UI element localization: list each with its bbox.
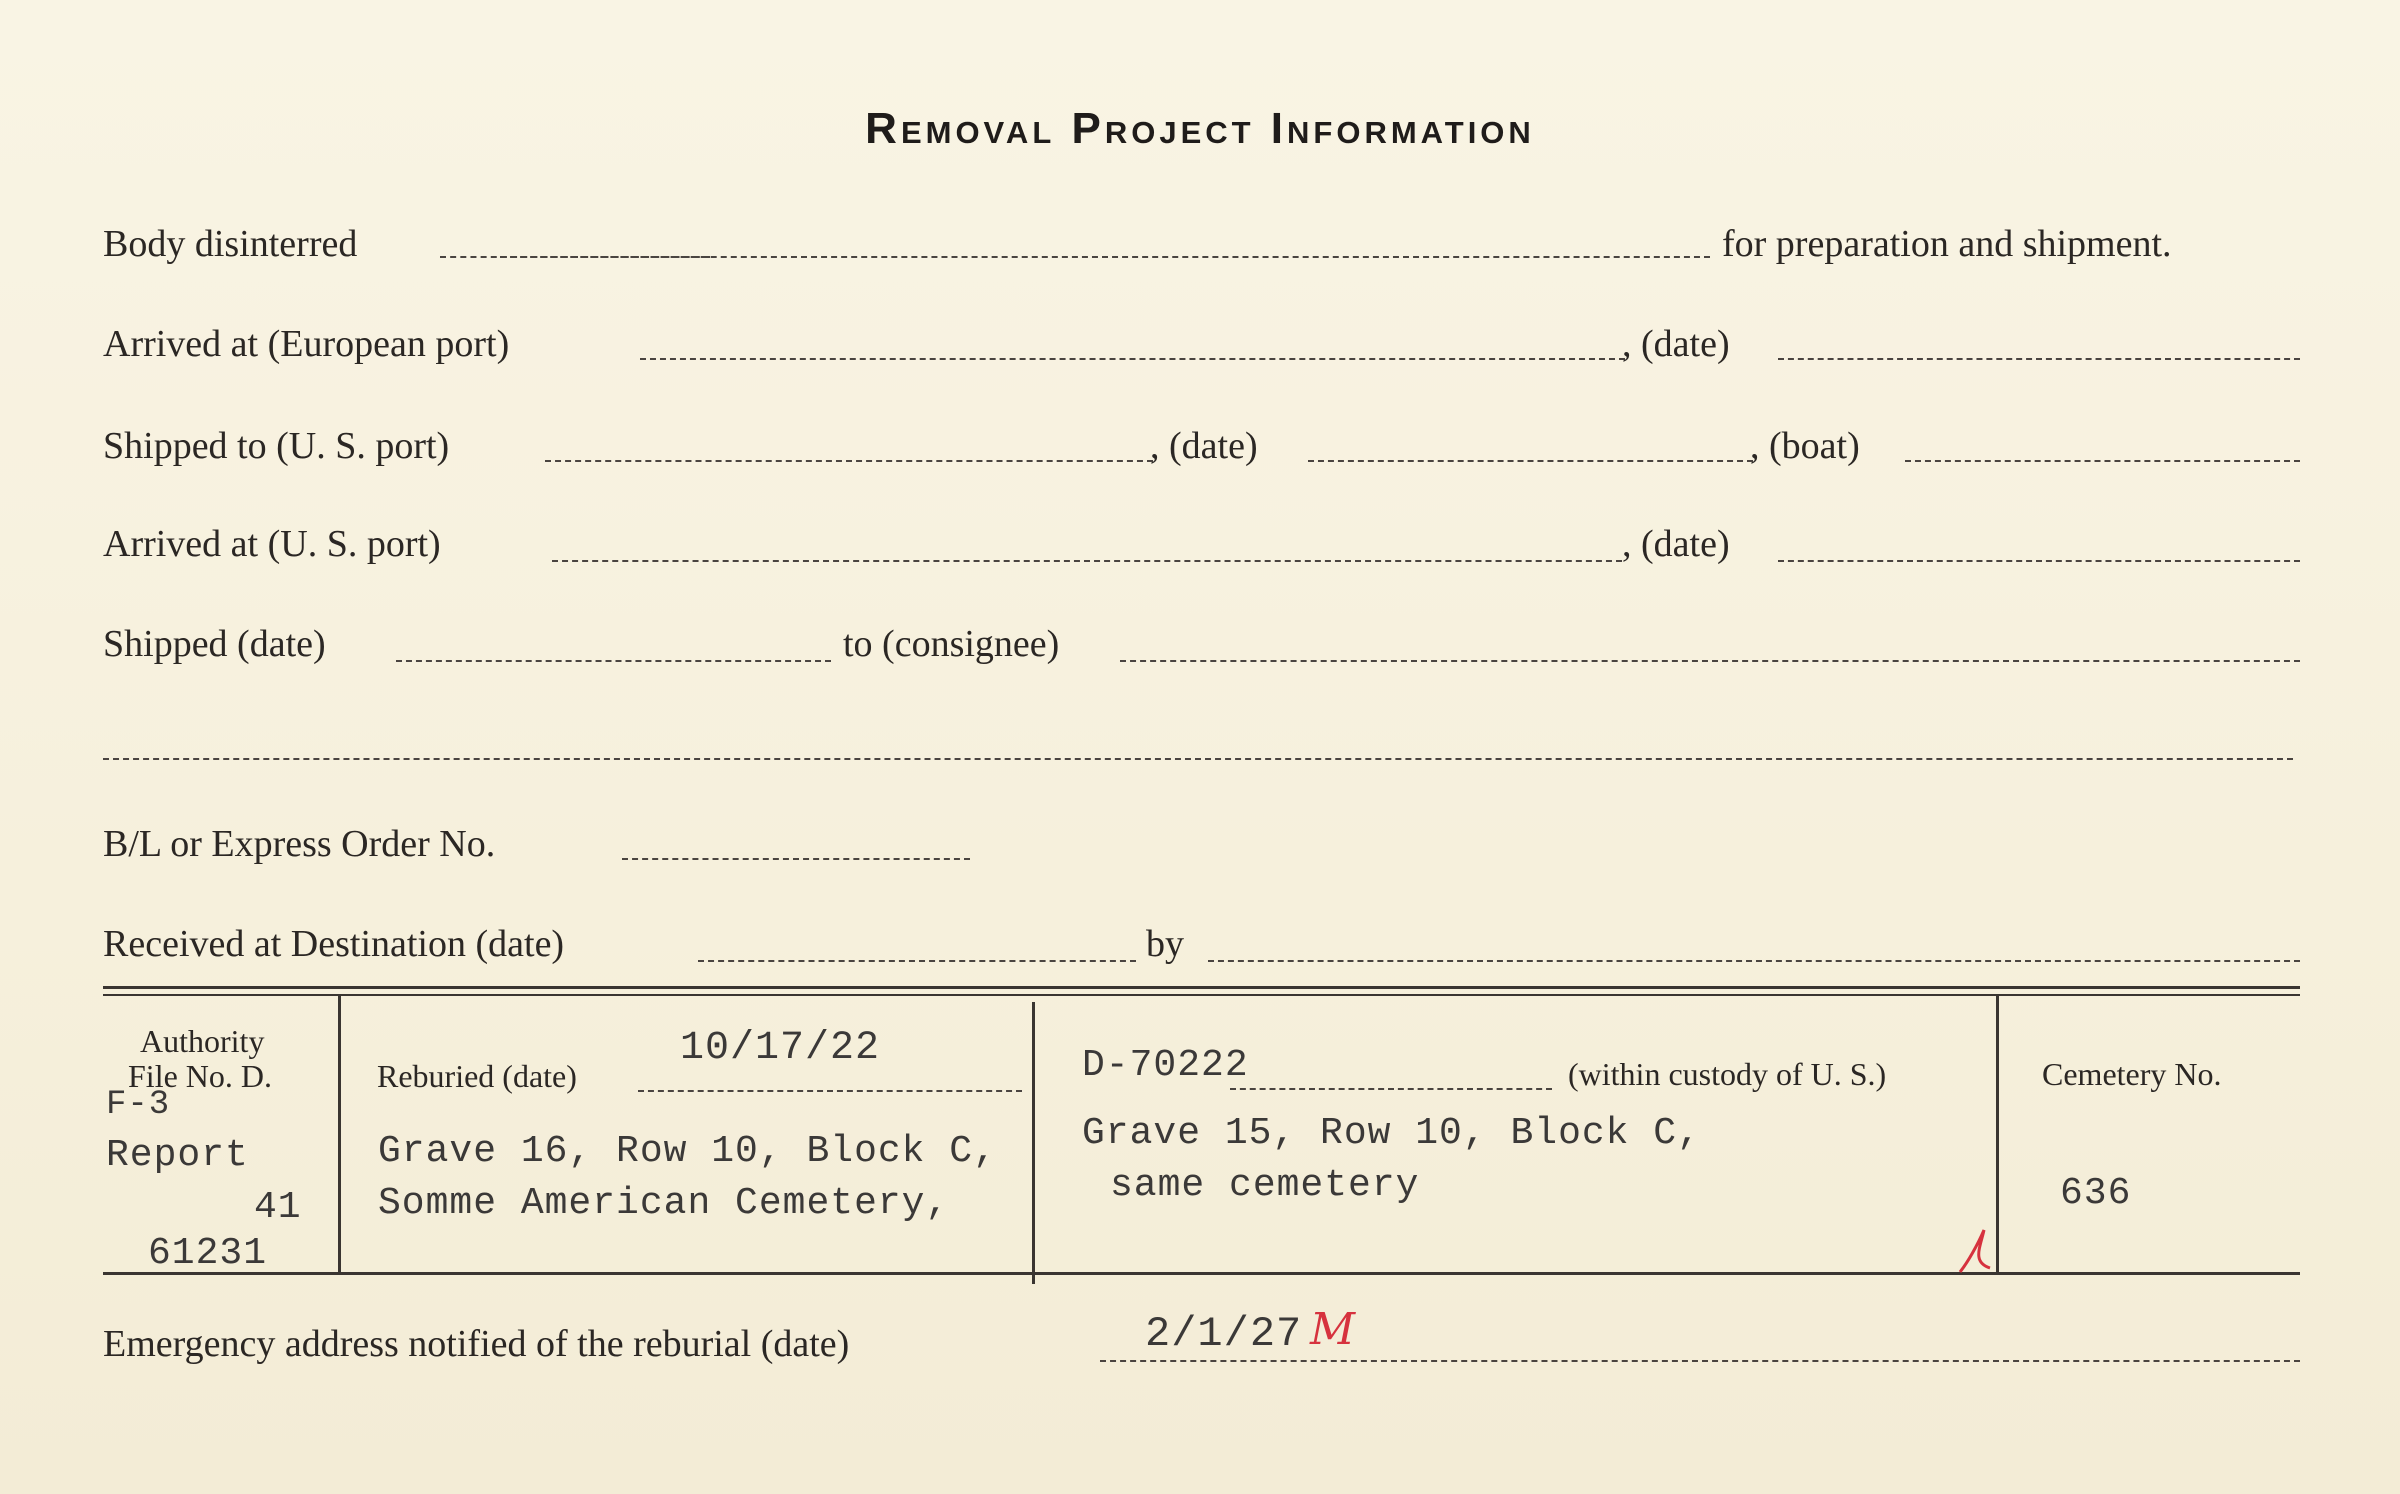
consignee-label: to (consignee) [843, 623, 1060, 665]
reburied-date-line [638, 1090, 1022, 1092]
shipped-us-date-line [1308, 460, 1753, 462]
table-divider-2 [1032, 1002, 1035, 1284]
custody-grave-line-2: same cemetery [1110, 1164, 1420, 1207]
authority-header-2: File No. D. [128, 1058, 272, 1094]
shipped-date-line [396, 660, 831, 662]
custody-value: D-70222 [1082, 1044, 1249, 1087]
authority-header-1: Authority [140, 1023, 265, 1059]
arrived-european-date-label: , (date) [1622, 323, 1730, 365]
body-disinterred-label: Body disinterred [103, 223, 358, 265]
authority-value-1: F-3 [106, 1086, 171, 1124]
shipped-us-port-line [545, 460, 1153, 462]
reburied-date-label: Reburied (date) [377, 1058, 577, 1094]
authority-value-2: Report [106, 1134, 249, 1177]
consignee-continuation-line [103, 758, 2293, 760]
table-divider-1 [338, 996, 341, 1272]
shipped-us-port-label: Shipped to (U. S. port) [103, 425, 450, 467]
bl-order-line [622, 858, 970, 860]
boat-line [1905, 460, 2300, 462]
for-preparation-label: for preparation and shipment. [1722, 223, 2172, 265]
red-check-mark-icon [1950, 1222, 2000, 1282]
arrived-european-port-line [640, 358, 1625, 360]
consignee-line [1120, 660, 2300, 662]
reburied-grave-line-2: Somme American Cemetery, [378, 1182, 950, 1225]
received-destination-label: Received at Destination (date) [103, 923, 565, 965]
arrived-us-date-label: , (date) [1622, 523, 1730, 565]
received-by-line [1208, 960, 2300, 962]
emergency-date-value: 2/1/27 [1145, 1310, 1303, 1358]
received-date-line [698, 960, 1136, 962]
body-disinterred-line-2 [500, 256, 1710, 258]
arrived-us-port-line [552, 560, 1622, 562]
arrived-us-port-label: Arrived at (U. S. port) [103, 523, 441, 565]
custody-line [1230, 1088, 1552, 1090]
received-by-label: by [1146, 923, 1184, 965]
arrived-european-port-label: Arrived at (European port) [103, 323, 510, 365]
arrived-us-date-line [1778, 560, 2300, 562]
table-top-rule-2 [103, 994, 2300, 996]
emergency-initials: M [1310, 1304, 1356, 1355]
cemetery-no-value: 636 [2060, 1172, 2132, 1215]
bl-order-label: B/L or Express Order No. [103, 823, 496, 865]
arrived-european-date-line [1778, 358, 2300, 360]
cemetery-no-label: Cemetery No. [2042, 1056, 2222, 1092]
custody-label: (within custody of U. S.) [1568, 1056, 1887, 1092]
authority-value-4: 61231 [148, 1232, 268, 1275]
shipped-us-date-label: , (date) [1150, 425, 1258, 467]
emergency-date-line [1100, 1360, 2300, 1362]
reburied-date-value: 10/17/22 [680, 1026, 881, 1071]
table-top-rule [103, 986, 2300, 989]
reburied-grave-line-1: Grave 16, Row 10, Block C, [378, 1130, 997, 1173]
boat-label: , (boat) [1750, 425, 1860, 467]
shipped-date-label: Shipped (date) [103, 623, 326, 665]
card-title: Removal Project Information [865, 104, 1535, 153]
custody-grave-line-1: Grave 15, Row 10, Block C, [1082, 1112, 1701, 1155]
authority-value-3: 41 [254, 1186, 302, 1229]
emergency-label: Emergency address notified of the reburial (date) [103, 1323, 850, 1365]
